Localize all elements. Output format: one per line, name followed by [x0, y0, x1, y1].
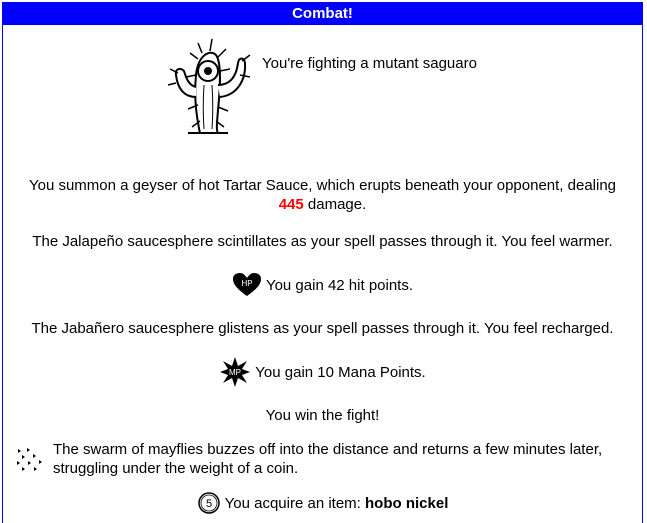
item-name[interactable]: hobo nickel	[365, 494, 449, 512]
spell-text-before: You summon a geyser of hot Tartar Sauce, which erupts beneath your opponent, dealing	[28, 177, 617, 194]
mayfly-swarm-icon	[15, 446, 45, 474]
hp-gain-text: You gain 42 hit points.	[265, 276, 414, 294]
acquire-row	[3, 491, 642, 515]
panel-title: Combat!	[3, 3, 642, 25]
combat-panel	[2, 2, 643, 523]
monster-row	[158, 35, 477, 135]
coin-icon-label: 5	[205, 498, 212, 510]
coin-icon	[197, 491, 221, 515]
mp-icon-label: MP	[229, 368, 242, 377]
damage-value: 445	[278, 196, 304, 213]
spell-message	[3, 176, 642, 214]
spell-text-after: damage.	[307, 196, 367, 213]
hp-gain-row	[3, 272, 642, 298]
hp-heart-icon	[232, 272, 262, 298]
jabanero-message: The Jabañero saucesphere glistens as your spell passes through it. You feel recharged.	[31, 320, 614, 337]
mp-gain-text: You gain 10 Mana Points.	[255, 363, 426, 381]
monster-intro: You're fighting a mutant saguaro	[262, 54, 477, 72]
acquire-prefix: You acquire an item:	[224, 494, 366, 512]
hp-icon-label: HP	[241, 279, 253, 288]
mayfly-message: The swarm of mayflies buzzes off into the distance and returns a few minutes later, struggling under the weight of a coin.	[53, 441, 603, 477]
jalapeno-message: The Jalapeño saucesphere scintillates as your spell passes through it. You feel warmer.	[32, 233, 613, 250]
win-message: You win the fight!	[265, 407, 380, 424]
mp-burst-icon	[219, 356, 251, 388]
mutant-saguaro-image	[158, 35, 256, 135]
mp-gain-row	[3, 356, 642, 388]
mayfly-row	[15, 440, 615, 478]
